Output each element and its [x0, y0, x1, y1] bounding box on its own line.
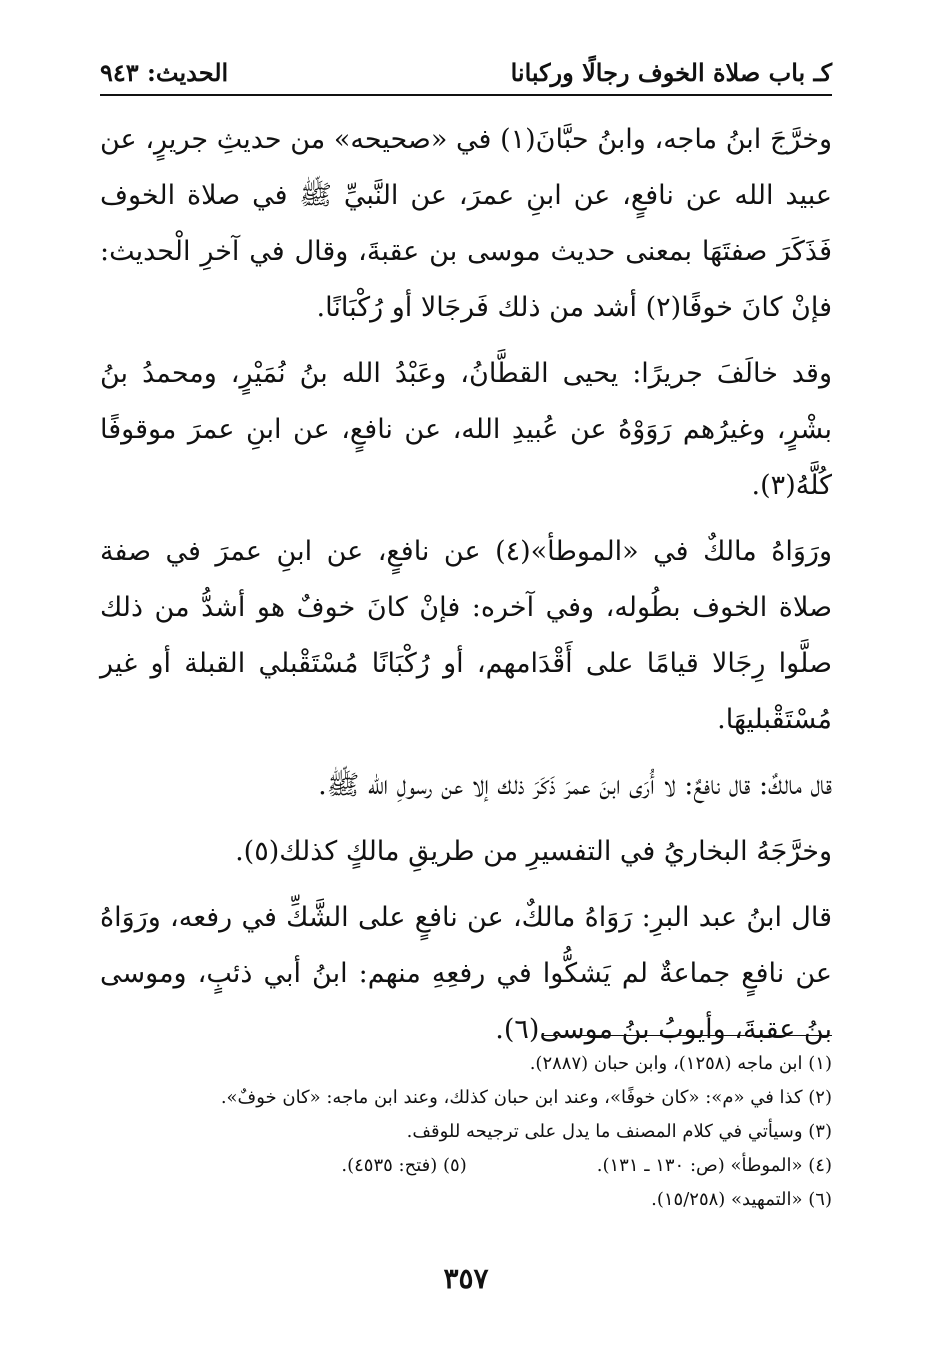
- footnote-5: (٥) (فتح: ٤٥٣٥).: [341, 1155, 467, 1176]
- footnote-1: (١) ابن ماجه (١٢٥٨)، وابن حبان (٢٨٨٧).: [529, 1053, 832, 1074]
- paragraph-1: وخرَّجَ ابنُ ماجه، وابنُ حبَّانَ(١) في «صحيحه» من حديثِ جريرٍ، عن عبيد الله عن نافعٍ، عن ابنِ عمرَ، عن النَّبيِّ ﷺ في صلاة الخوف فَذَكَرَ صفتَهَا بمعنى حديث موسى بن عقبةَ، وقال في آخرِ الْحديث: فإنْ كانَ خوفًا(٢) أشد من ذلك فَرجَالا أو رُكْبَانًا.: [100, 124, 832, 323]
- footnote-divider: [542, 1035, 832, 1036]
- hadith-reference: الحديث: ٩٤٣: [100, 57, 229, 87]
- footnote-3: (٣) وسيأتي في كلام المصنف ما يدل على ترجيحه للوقف.: [406, 1121, 832, 1142]
- paragraph-6: قال ابنُ عبد البرِ: رَوَاهُ مالكٌ، عن نافعٍ على الشَّكِّ في رفعه، ورَوَاهُ عن نافعٍ جماعةٌ لم يَشكُّوا في رفعِهِ منهم: ابنُ أبي ذئبٍ، وموسى بنُ عقبةَ، وأيوبُ بنُ موسى(٦).: [100, 902, 832, 1045]
- paragraph-2: وقد خالَفَ جريرًا: يحيى القطَّانُ، وعَبْدُ الله بنُ نُمَيْرٍ، ومحمدُ بنُ بشْرٍ، وغيرُهم رَوَوْهُ عن عُبيدِ الله، عن نافعٍ، عن ابنِ عمرَ موقوفًا كُلَّهُ(٣).: [100, 358, 832, 501]
- page-number: ٣٥٧: [443, 1262, 489, 1295]
- chapter-title: كـ باب صلاة الخوف رجالًا وركبانا: [510, 57, 832, 87]
- running-header: [100, 52, 832, 92]
- footnote-row-4-5: [100, 1149, 832, 1183]
- paragraph-5: وخرَّجَهُ البخاريُ في التفسيرِ من طريقِ مالكٍ كذلك(٥).: [235, 836, 832, 867]
- header-divider: [100, 94, 832, 96]
- footnote-2: (٢) كذا في «م»: «كان خوفًا»، وعند ابن حبان كذلك، وعند ابن ماجه: «كان خوفٌ».: [220, 1087, 832, 1108]
- paragraph-3: ورَوَاهُ مالكٌ في «الموطأ»(٤) عن نافعٍ، عن ابنِ عمرَ في صفة صلاة الخوف بطُوله، وفي آخره: فإنْ كانَ خوفٌ هو أشدُّ من ذلك صلَّوا رِجَالا قيامًا على أَقْدَامهم، أو رُكْبَانًا مُسْتَقْبلي القبلة أو غير مُسْتَقْبليهَا.: [100, 536, 832, 735]
- main-text: [100, 112, 832, 1068]
- paragraph-4: قال مالكٌ: قال نافعٌ: لا أُرَى ابنَ عمرَ ذَكَرَ ذلك إلا عن رسولِ الله ﷺ.: [318, 770, 832, 801]
- footnote-4: (٤) «الموطأ» (ص: ١٣٠ ـ ١٣١).: [596, 1155, 832, 1176]
- footnotes: [100, 1047, 832, 1217]
- footnote-6: (٦) «التمهيد» (١٥/٢٥٨).: [651, 1189, 832, 1210]
